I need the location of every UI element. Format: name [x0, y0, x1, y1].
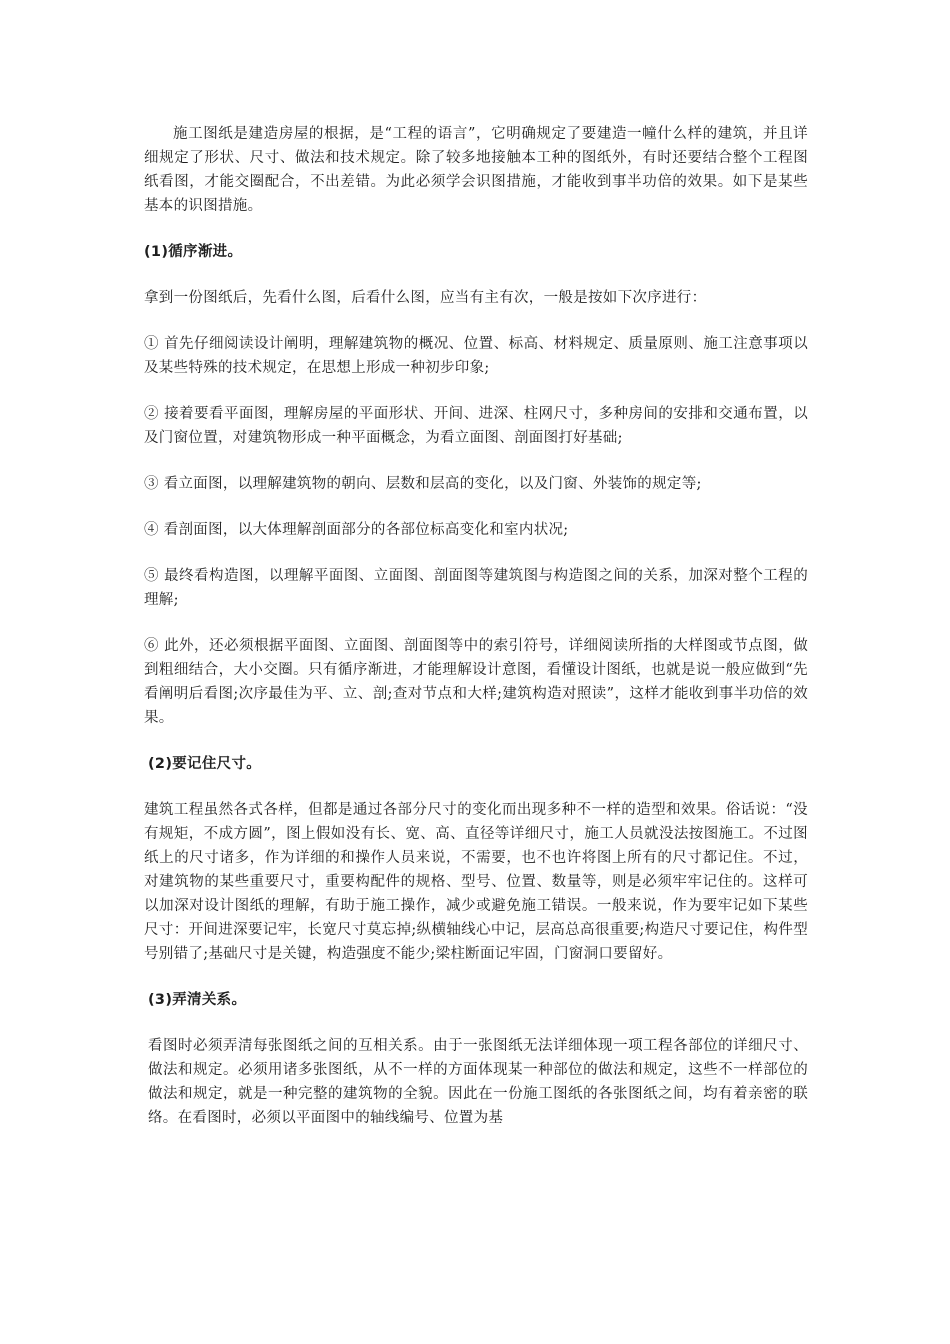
section-3-heading: (3)弄清关系。	[148, 992, 247, 1008]
section-1-item-1: ① 首先仔细阅读设计阐明，理解建筑物的概况、位置、标高、材料规定、质量原则、施工注意事项以及某些特殊的技术规定，在思想上形成一种初步印象;	[144, 336, 808, 376]
section-1-item-3: ③ 看立面图，以理解建筑物的朝向、层数和层高的变化，以及门窗、外装饰的规定等;	[144, 476, 702, 492]
section-1-heading: (1)循序渐进。	[144, 244, 243, 260]
intro-paragraph: 施工图纸是建造房屋的根据，是“工程的语言”，它明确规定了要建造一幢什么样的建筑，并且详细规定了形状、尺寸、做法和技术规定。除了较多地接触本工种的图纸外，有时还要结合整个工程图纸看图，才能交圈配合，不出差错。为此必须学会识图措施，才能收到事半功倍的效果。如下是某些基本的识图措施。	[144, 126, 808, 214]
section-2-heading: (2)要记住尺寸。	[148, 756, 262, 772]
section-3-body: 看图时必须弄清每张图纸之间的互相关系。由于一张图纸无法详细体现一项工程各部位的详细尺寸、做法和规定。必须用诸多张图纸，从不一样的方面体现某一种部位的做法和规定，这些不一样部位的做法和规定，就是一种完整的建筑物的全貌。因此在一份施工图纸的各张图纸之间，均有着亲密的联络。在看图时，必须以平面图中的轴线编号、位置为基	[148, 1038, 808, 1126]
document-body	[144, 122, 808, 1152]
section-1-item-4: ④ 看剖面图，以大体理解剖面部分的各部位标高变化和室内状况;	[144, 522, 569, 538]
section-2-body: 建筑工程虽然各式各样，但都是通过各部分尺寸的变化而出现多种不一样的造型和效果。俗话说：“没有规矩，不成方圆”，图上假如没有长、宽、高、直径等详细尺寸，施工人员就没法按图施工。不过图纸上的尺寸诸多，作为详细的和操作人员来说，不需要，也不也许将图上所有的尺寸都记住。不过，对建筑物的某些重要尺寸，重要构配件的规格、型号、位置、数量等，则是必须牢牢记住的。这样可以加深对设计图纸的理解，有助于施工操作，减少或避免施工错误。一般来说，作为要牢记如下某些尺寸：开间进深要记牢，长宽尺寸莫忘掉;纵横轴线心中记，层高总高很重要;构造尺寸要记住，构件型号别错了;基础尺寸是关键，构造强度不能少;梁柱断面记牢固，门窗洞口要留好。	[144, 802, 808, 962]
section-1-lead: 拿到一份图纸后，先看什么图，后看什么图，应当有主有次，一般是按如下次序进行：	[144, 290, 707, 306]
section-1-item-2: ② 接着要看平面图，理解房屋的平面形状、开间、进深、柱网尺寸，多种房间的安排和交通布置，以及门窗位置，对建筑物形成一种平面概念，为看立面图、剖面图打好基础;	[144, 406, 808, 446]
section-1-item-6: ⑥ 此外，还必须根据平面图、立面图、剖面图等中的索引符号，详细阅读所指的大样图或节点图，做到粗细结合，大小交圈。只有循序渐进，才能理解设计意图，看懂设计图纸，也就是说一般应做到“先看阐明后看图;次序最佳为平、立、剖;查对节点和大样;建筑构造对照读”，这样才能收到事半功倍的效果。	[144, 638, 808, 726]
section-1-item-5: ⑤ 最终看构造图，以理解平面图、立面图、剖面图等建筑图与构造图之间的关系，加深对整个工程的理解;	[144, 568, 808, 608]
